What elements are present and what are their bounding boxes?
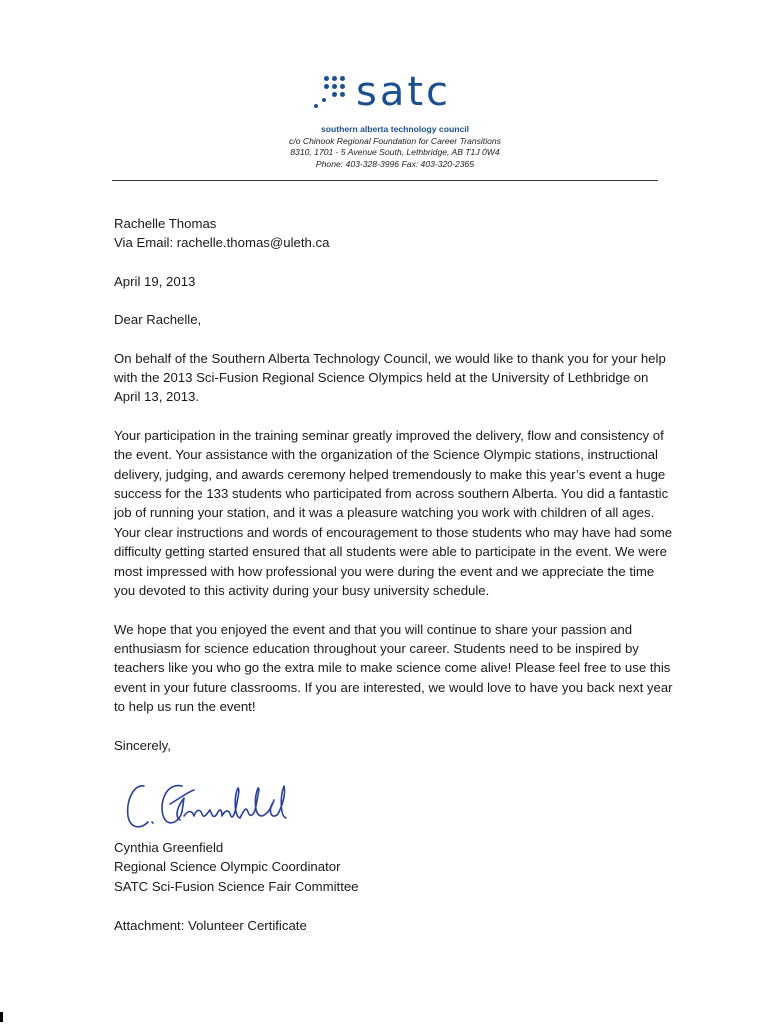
paragraph-1: On behalf of the Southern Alberta Technology Council, we would like to thank you for your help with the 2013 Sci-Fusion Regional Science Olympics held at the University of Lethbridge on April 13, 2013. xyxy=(114,350,666,405)
signer-block xyxy=(114,838,674,896)
letter-body xyxy=(114,214,674,755)
closing: Sincerely, xyxy=(114,737,171,753)
handwritten-signature xyxy=(122,776,292,840)
scan-edge-mark xyxy=(0,1012,3,1022)
recipient-email-line: Via Email: rachelle.thomas@uleth.ca xyxy=(114,235,330,251)
phone-fax-line: Phone: 403-328-3996 Fax: 403-320-2365 xyxy=(315,158,475,169)
care-of-line: c/o Chinook Regional Foundation for Career Transitions xyxy=(289,135,501,146)
signer-title: Regional Science Olympic Coordinator xyxy=(114,859,341,875)
paragraph-3: We hope that you enjoyed the event and that you will continue to share your passion and enthusiasm for science education throughout your career. Students need to be inspired by teachers like you who go the extra mile to make science come alive! Please feel free to use this event in your future classrooms. If you are interested, we would love to have you back next year to help us run the event! xyxy=(114,621,673,715)
signer-name: Cynthia Greenfield xyxy=(114,840,224,855)
org-name: southern alberta technology council xyxy=(320,124,470,134)
paragraph-2: Your participation in the training seminar greatly improved the delivery, flow and consistency of the event. Your assistance with the organization of the Science Olympic stations, instructional delivery, judging, and awards ceremony helped tremendously to make this year’s event a huge success for the 133 students who participated from across southern Alberta. You did a fantastic job of running your station, and it was a pleasure watching you work with children of all ages. Your clear instructions and words of encouragement to those students who may have had some difficulty getting started ensured that all students were able to participate in the event. We were most impressed with how professional you were during the event and we appreciate the time you devoted to this activity during your busy university schedule. xyxy=(114,427,673,599)
satc-logo xyxy=(312,68,472,120)
signer-committee: SATC Sci-Fusion Science Fair Committee xyxy=(114,878,359,894)
letterhead-address-block xyxy=(230,124,560,170)
logo-dots-icon xyxy=(312,76,352,116)
logo-wordmark: satc xyxy=(356,69,452,115)
address-line: 8310, 1701 - 5 Avenue South, Lethbridge, AB T1J 0W4 xyxy=(290,147,500,157)
salutation: Dear Rachelle, xyxy=(114,312,202,328)
letter-date: April 19, 2013 xyxy=(114,273,196,289)
recipient-block xyxy=(114,214,674,253)
recipient-name: Rachelle Thomas xyxy=(114,216,217,231)
attachment-note: Attachment: Volunteer Certificate xyxy=(114,918,307,933)
letterhead-divider xyxy=(112,180,658,181)
